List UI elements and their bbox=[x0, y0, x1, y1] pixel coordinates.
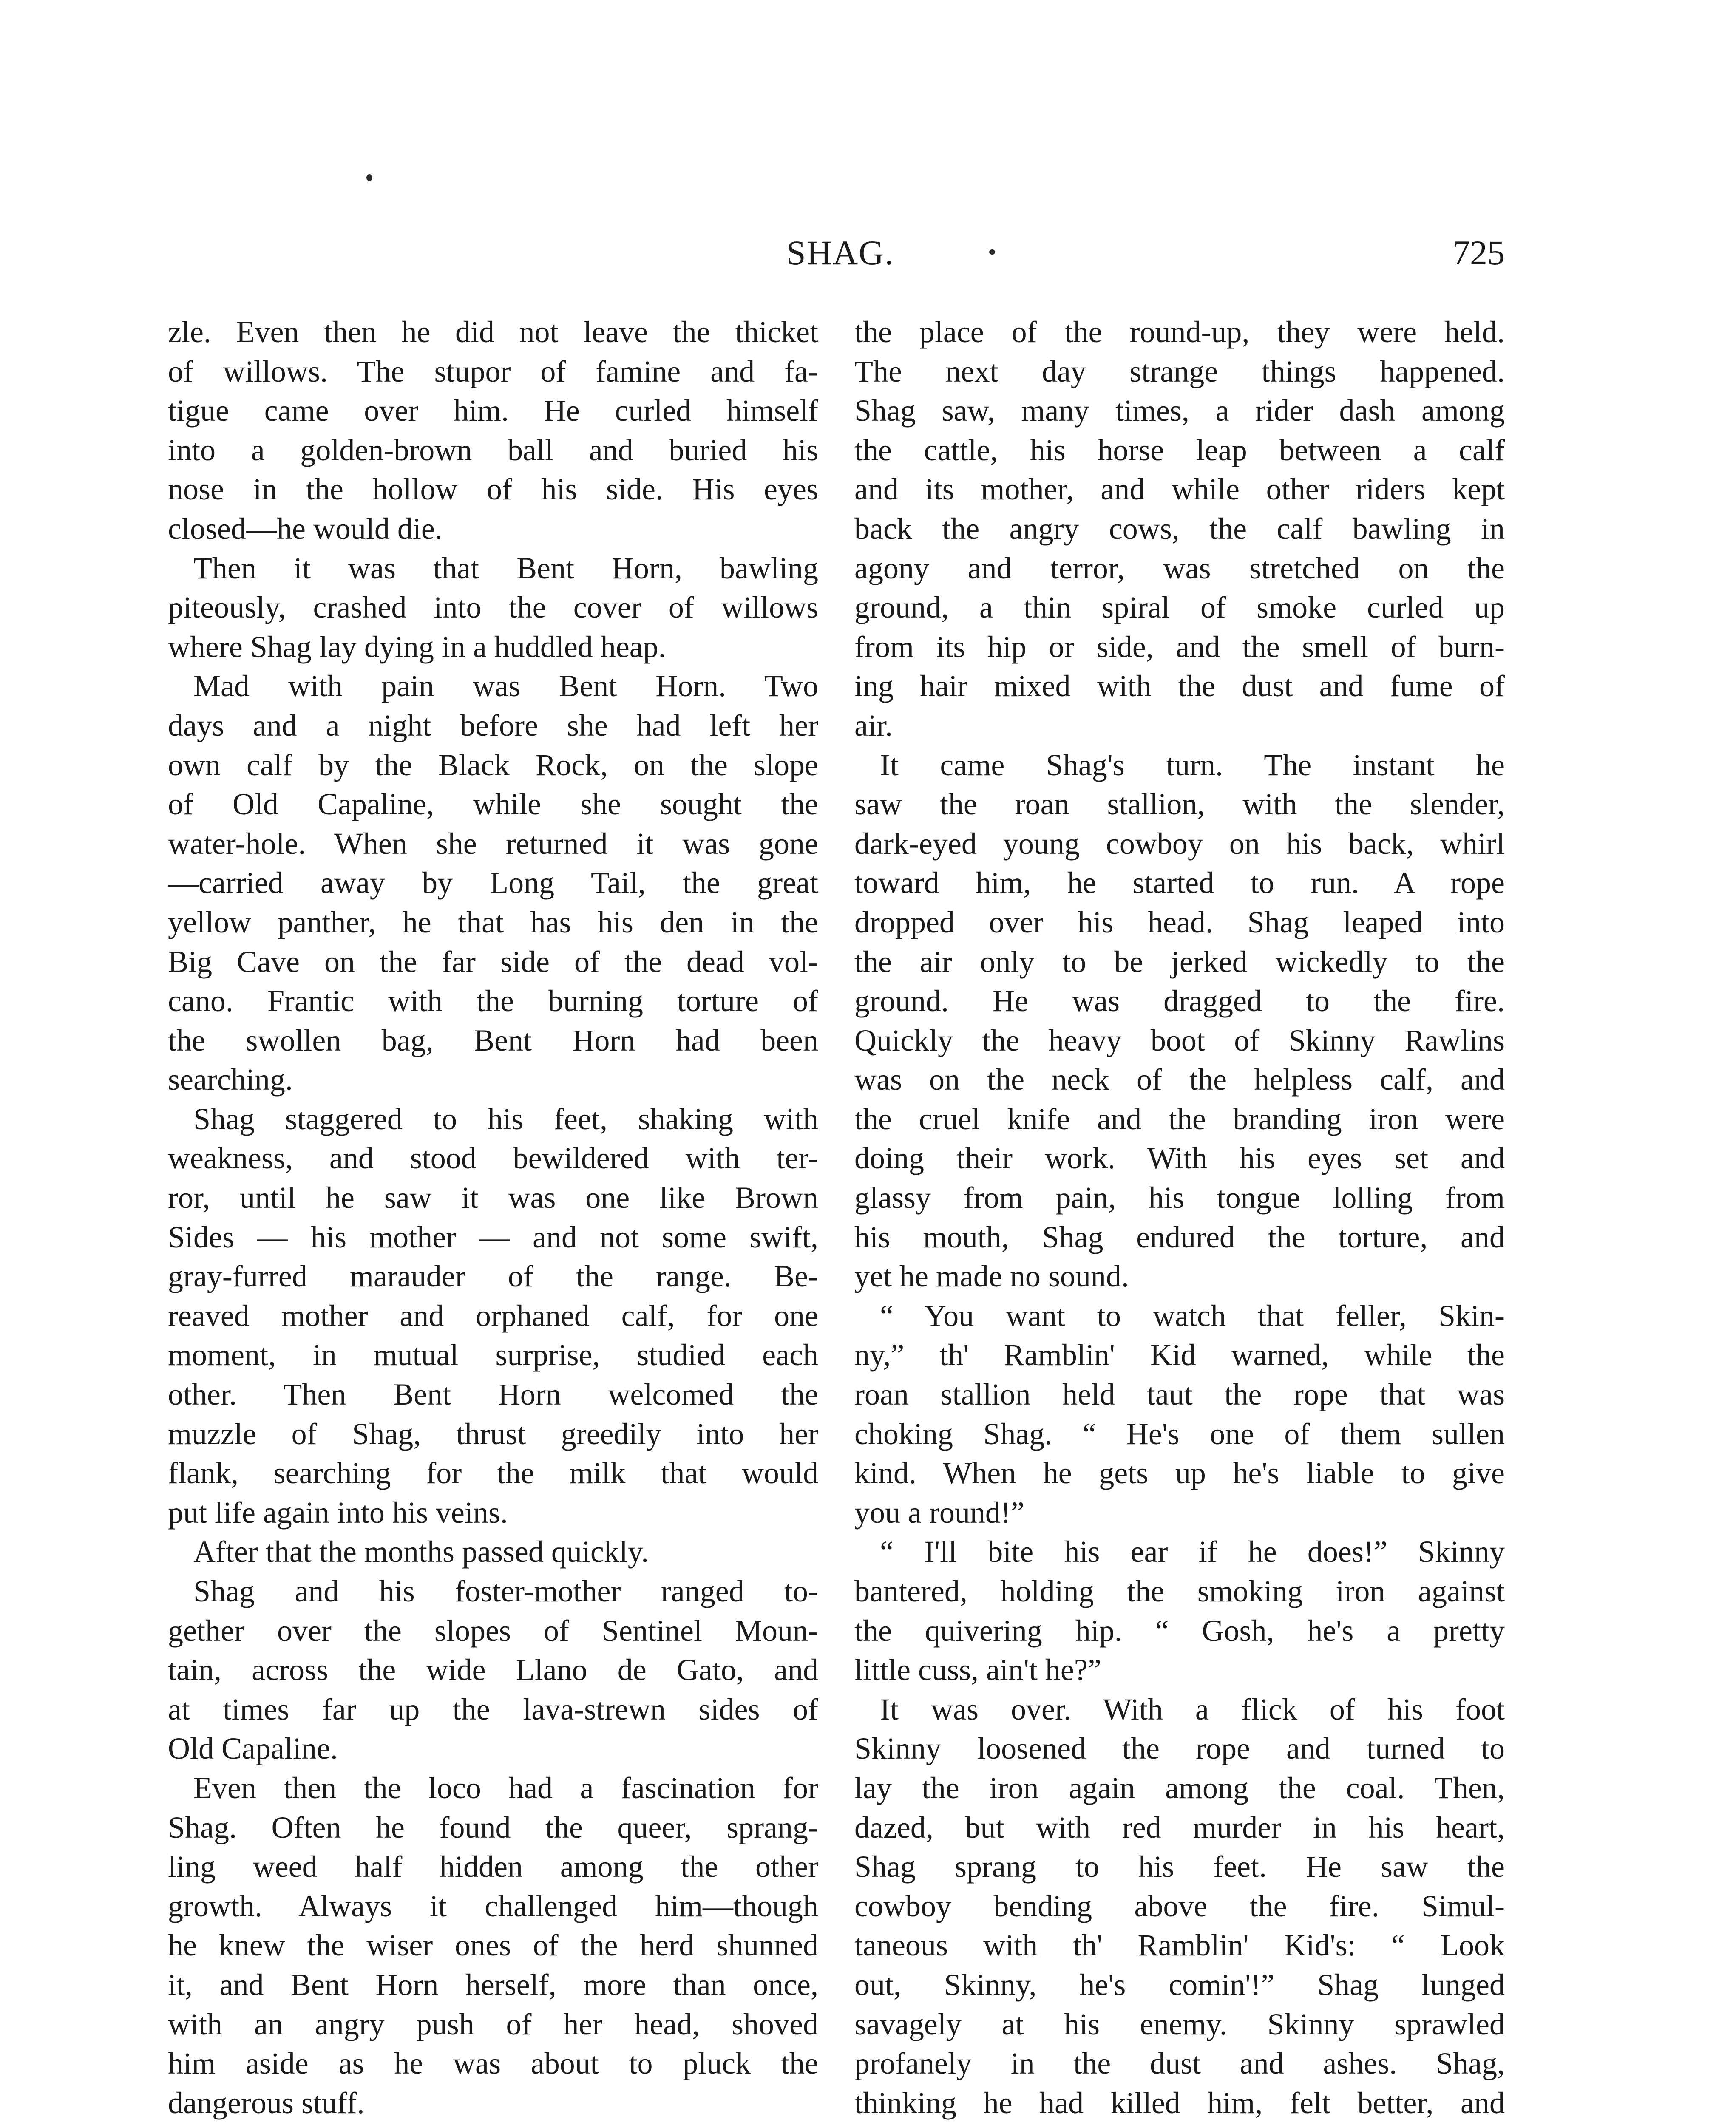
text-line: out, Skinny, he's comin'!” Shag lunged bbox=[854, 1967, 1505, 2002]
text-line: dropped over his head. Shag leaped into bbox=[854, 905, 1505, 939]
text-line: searching. bbox=[168, 1062, 293, 1097]
text-line: roan stallion held taut the rope that was bbox=[854, 1377, 1505, 1412]
text-line: where Shag lay dying in a huddled heap. bbox=[168, 629, 666, 664]
text-line: the air only to be jerked wickedly to the bbox=[854, 944, 1505, 979]
text-line: tain, across the wide Llano de Gato, and bbox=[168, 1653, 818, 1687]
ink-speck bbox=[366, 174, 372, 181]
right-column bbox=[854, 312, 1505, 2125]
text-line: It came Shag's turn. The instant he bbox=[880, 748, 1505, 782]
text-line: ground, a thin spiral of smoke curled up bbox=[854, 590, 1505, 625]
text-line: agony and terror, was stretched on the bbox=[854, 551, 1505, 585]
text-line: was on the neck of the helpless calf, and bbox=[854, 1062, 1505, 1097]
text-line: —carried away by Long Tail, the great bbox=[168, 866, 818, 900]
text-line: After that the months passed quickly. bbox=[193, 1535, 649, 1569]
text-line: other. Then Bent Horn welcomed the bbox=[168, 1377, 818, 1412]
text-line: moment, in mutual surprise, studied each bbox=[168, 1338, 818, 1372]
text-line: ing hair mixed with the dust and fume of bbox=[854, 669, 1505, 703]
text-line: him aside as he was about to pluck the bbox=[168, 2046, 818, 2081]
text-line: of willows. The stupor of famine and fa- bbox=[168, 354, 818, 388]
text-line: ground. He was dragged to the fire. bbox=[854, 984, 1505, 1018]
text-line: bantered, holding the smoking iron against bbox=[854, 1574, 1505, 1608]
text-line: and its mother, and while other riders kept bbox=[854, 472, 1505, 507]
text-line: Shag sprang to his feet. He saw the bbox=[854, 1850, 1505, 1884]
text-line: little cuss, ain't he?” bbox=[854, 1653, 1101, 1687]
text-line: you a round!” bbox=[854, 1495, 1024, 1530]
running-head bbox=[166, 232, 1505, 278]
text-line: into a golden-brown ball and buried his bbox=[168, 433, 818, 467]
text-line: with an angry push of her head, shoved bbox=[168, 2007, 818, 2041]
text-line: doing their work. With his eyes set and bbox=[854, 1141, 1505, 1176]
text-line: days and a night before she had left her bbox=[168, 708, 818, 742]
page-number: 725 bbox=[1452, 233, 1505, 272]
text-line: the swollen bag, Bent Horn had been bbox=[168, 1023, 818, 1057]
text-line bbox=[168, 2122, 818, 2125]
text-line: flank, searching for the milk that would bbox=[168, 1456, 818, 1490]
text-line: zle. Even then he did not leave the thicket bbox=[168, 315, 818, 349]
text-line: put life again into his veins. bbox=[168, 1495, 508, 1530]
text-line: weakness, and stood bewildered with ter- bbox=[168, 1141, 818, 1176]
text-line: dangerous stuff. bbox=[168, 2085, 365, 2120]
text-line bbox=[854, 2122, 1505, 2125]
text-line: cowboy bending above the fire. Simul- bbox=[854, 1889, 1505, 1923]
text-line: choking Shag. “ He's one of them sullen bbox=[854, 1417, 1505, 1451]
text-line: profanely in the dust and ashes. Shag, bbox=[854, 2046, 1505, 2081]
text-line: own calf by the Black Rock, on the slope bbox=[168, 748, 818, 782]
text-line: It was over. With a flick of his foot bbox=[880, 1692, 1505, 1726]
text-line: yellow panther, he that has his den in the bbox=[168, 905, 818, 939]
paragraph bbox=[168, 1572, 818, 1768]
text-line: Then it was that Bent Horn, bawling bbox=[193, 551, 818, 585]
paragraph bbox=[854, 745, 1505, 1296]
paragraph bbox=[168, 1099, 818, 1533]
text-line: kind. When he gets up he's liable to give bbox=[854, 1456, 1505, 1490]
text-line: ny,” th' Ramblin' Kid warned, while the bbox=[854, 1338, 1505, 1372]
text-line: of Old Capaline, while she sought the bbox=[168, 787, 818, 822]
text-line: The next day strange things happened. bbox=[854, 354, 1505, 388]
text-line: reaved mother and orphaned calf, for one bbox=[168, 1298, 818, 1333]
text-line: dazed, but with red murder in his heart, bbox=[854, 1810, 1505, 1844]
text-line: Even then the loco had a fascination for bbox=[193, 1771, 818, 1805]
text-line: the cruel knife and the branding iron were bbox=[854, 1102, 1505, 1136]
text-line: yet he made no sound. bbox=[854, 1259, 1129, 1294]
paragraph bbox=[168, 549, 818, 667]
paragraph bbox=[854, 1532, 1505, 1689]
text-line: the cattle, his horse leap between a calf bbox=[854, 433, 1505, 467]
paragraph bbox=[854, 1296, 1505, 1533]
text-line: Shag saw, many times, a rider dash among bbox=[854, 394, 1505, 428]
text-line: glassy from pain, his tongue lolling from bbox=[854, 1181, 1505, 1215]
running-title: SHAG. bbox=[786, 233, 894, 272]
text-line: he knew the wiser ones of the herd shunned bbox=[168, 1928, 818, 1963]
text-line: Shag and his foster-mother ranged to- bbox=[193, 1574, 818, 1608]
left-column bbox=[168, 312, 818, 2125]
text-line: Big Cave on the far side of the dead vol- bbox=[168, 944, 818, 979]
text-line: the quivering hip. “ Gosh, he's a pretty bbox=[854, 1613, 1505, 1648]
text-line: saw the roan stallion, with the slender, bbox=[854, 787, 1505, 822]
text-line: air. bbox=[854, 708, 893, 742]
text-line: the place of the round-up, they were held. bbox=[854, 315, 1505, 349]
text-line: piteously, crashed into the cover of willows bbox=[168, 590, 818, 625]
text-line: ror, until he saw it was one like Brown bbox=[168, 1181, 818, 1215]
text-line: dark-eyed young cowboy on his back, whirl bbox=[854, 826, 1505, 861]
text-line: lay the iron again among the coal. Then, bbox=[854, 1771, 1505, 1805]
paragraph bbox=[168, 312, 818, 549]
text-line: Mad with pain was Bent Horn. Two bbox=[193, 669, 818, 703]
text-line: “ I'll bite his ear if he does!” Skinny bbox=[880, 1535, 1505, 1569]
text-line: water-hole. When she returned it was gone bbox=[168, 826, 818, 861]
paragraph bbox=[168, 666, 818, 1099]
text-line: Quickly the heavy boot of Skinny Rawlins bbox=[854, 1023, 1505, 1057]
text-line: Skinny loosened the rope and turned to bbox=[854, 1731, 1505, 1766]
text-line: at times far up the lava-strewn sides of bbox=[168, 1692, 818, 1726]
text-line: back the angry cows, the calf bawling in bbox=[854, 511, 1505, 546]
text-line: from its hip or side, and the smell of burn- bbox=[854, 629, 1505, 664]
text-line: muzzle of Shag, thrust greedily into her bbox=[168, 1417, 818, 1451]
text-line: it, and Bent Horn herself, more than once, bbox=[168, 1967, 818, 2002]
paragraph bbox=[854, 312, 1505, 745]
text-line: his mouth, Shag endured the torture, and bbox=[854, 1220, 1505, 1254]
text-line: taneous with th' Ramblin' Kid's: “ Look bbox=[854, 1928, 1505, 1963]
text-line: gray-furred marauder of the range. Be- bbox=[168, 1259, 818, 1294]
text-line: Old Capaline. bbox=[168, 1731, 338, 1766]
text-line: closed—he would die. bbox=[168, 511, 443, 546]
text-line: ling weed half hidden among the other bbox=[168, 1850, 818, 1884]
text-line: Sides — his mother — and not some swift, bbox=[168, 1220, 818, 1254]
text-line: tigue came over him. He curled himself bbox=[168, 394, 818, 428]
text-line: thinking he had killed him, felt better, and bbox=[854, 2085, 1505, 2120]
paragraph bbox=[854, 1690, 1505, 2125]
text-line: Shag staggered to his feet, shaking with bbox=[193, 1102, 818, 1136]
text-line: Shag. Often he found the queer, sprang- bbox=[168, 1810, 818, 1844]
paragraph bbox=[168, 1532, 818, 1572]
text-line: nose in the hollow of his side. His eyes bbox=[168, 472, 818, 507]
text-line: savagely at his enemy. Skinny sprawled bbox=[854, 2007, 1505, 2041]
text-line: gether over the slopes of Sentinel Moun- bbox=[168, 1613, 818, 1648]
text-line: cano. Frantic with the burning torture of bbox=[168, 984, 818, 1018]
paragraph bbox=[168, 1768, 818, 2122]
paragraph bbox=[168, 2122, 818, 2125]
text-line: growth. Always it challenged him—though bbox=[168, 1889, 818, 1923]
text-line: toward him, he started to run. A rope bbox=[854, 866, 1505, 900]
text-line: “ You want to watch that feller, Skin- bbox=[880, 1298, 1505, 1333]
